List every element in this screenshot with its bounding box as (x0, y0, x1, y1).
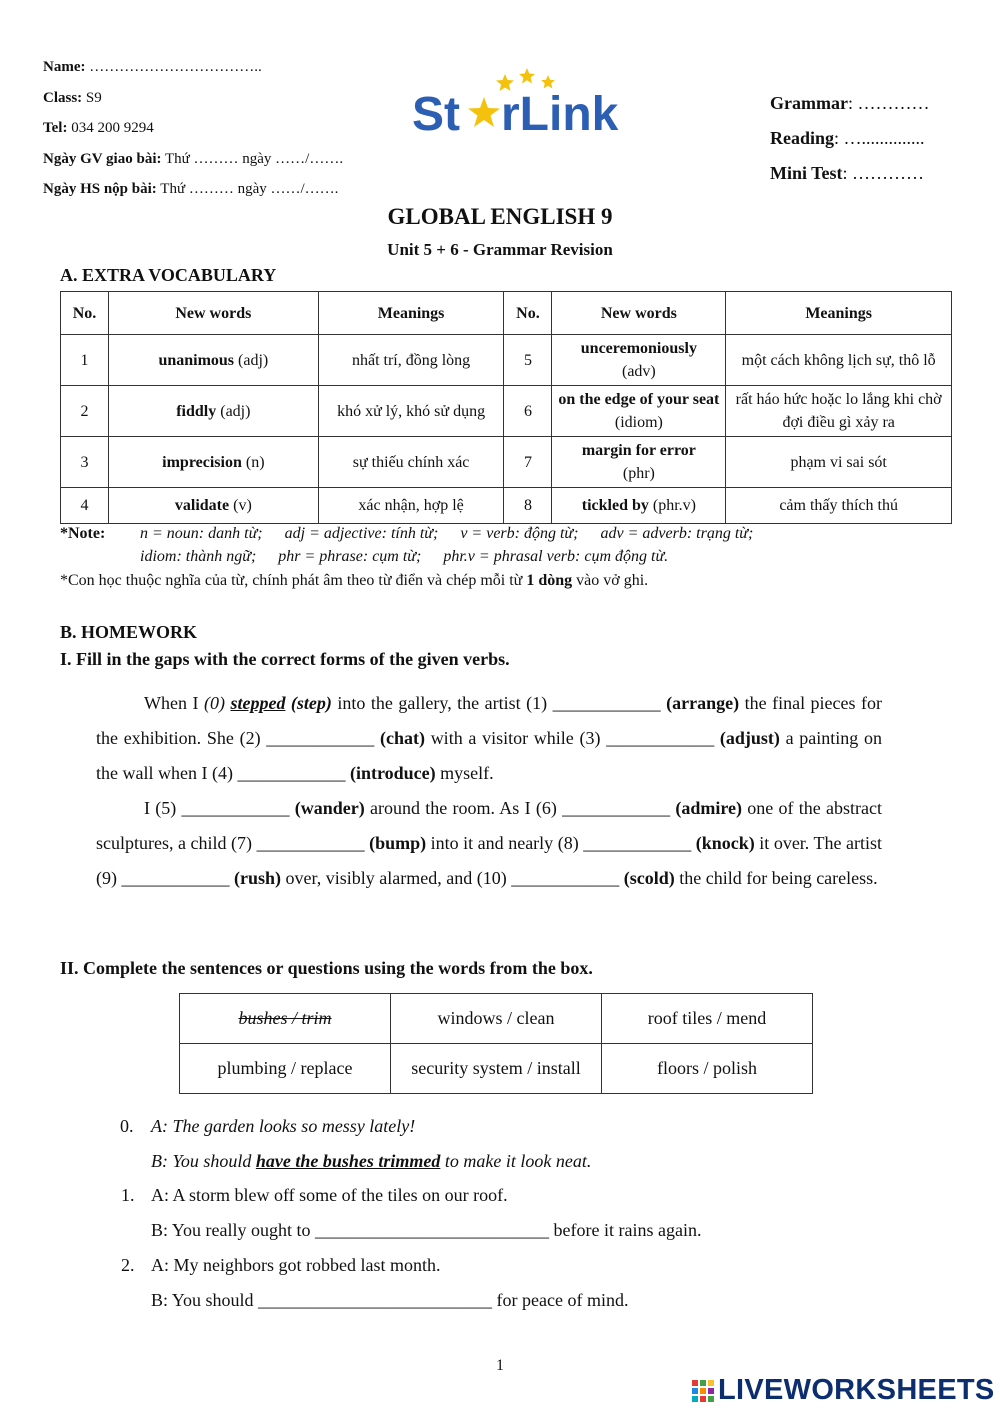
question-0: A: The garden looks so messy lately! B: You should have the bushes trimmed to make it look neat. (151, 1116, 592, 1171)
question-2: A: My neighbors got robbed last month. B: You should __________________________ for peace of mind. (151, 1255, 629, 1310)
exercise-1-title: I. Fill in the gaps with the correct forms of the given verbs. (60, 649, 510, 669)
meaning-cell: cảm thấy thích thú (726, 488, 952, 524)
blank-5[interactable]: ____________ (181, 798, 290, 818)
page-title: GLOBAL ENGLISH 9 (387, 204, 613, 229)
blank-10[interactable]: ____________ (511, 868, 620, 888)
page-subtitle: Unit 5 + 6 - Grammar Revision (387, 240, 613, 259)
blank-7[interactable]: ____________ (256, 833, 365, 853)
word-number: 8 (504, 488, 552, 524)
liveworksheets-watermark: LIVEWORKSHEETS (718, 1374, 995, 1406)
exercise-1-paragraph-2: I (5) ____________ (wander) around the room. As I (6) ____________ (admire) one of the abstract sculptures, a child (7) ____________ (bump) into it and nearly (8) ____________ (knock) it over. The artist (9) ____________ (rush) over, visibly alarmed, and (10) ____________ (scold) the child for being careless. (96, 798, 883, 888)
word-number: 1 (61, 335, 109, 386)
word-cell: fiddly (adj) (108, 386, 318, 437)
word-number: 6 (504, 386, 552, 437)
word-box (179, 993, 813, 1094)
reading-score: Reading: ….............. (770, 128, 925, 148)
blank-8[interactable]: ____________ (583, 833, 692, 853)
exercise-1-paragraph-1: When I (0) stepped (step) into the gallery, the artist (1) ____________ (arrange) the final pieces for the exhibition. She (2) ____________ (chat) with a visitor while (3) ____________ (adjust) a painting on the wall when I (4) ____________ (introduce) myself. (96, 693, 883, 783)
word-number: 4 (61, 488, 109, 524)
blank-1[interactable]: ____________ (552, 693, 661, 713)
question-0-number: 0. (120, 1116, 134, 1136)
word-number: 5 (504, 335, 552, 386)
blank-2[interactable]: ____________ (266, 728, 375, 748)
question-1-number: 1. (121, 1185, 135, 1205)
col-header: New words (552, 292, 726, 335)
word-cell: unanimous (adj) (108, 335, 318, 386)
page-number: 1 (496, 1357, 504, 1374)
word-box-cell: floors / polish (602, 1044, 813, 1094)
question-2-number: 2. (121, 1255, 135, 1275)
word-box-cell: security system / install (391, 1044, 602, 1094)
word-cell: on the edge of your seat (idiom) (552, 386, 726, 437)
col-header: No. (504, 292, 552, 335)
tel-line: Tel: 034 200 9294 (43, 120, 154, 136)
star-icon (468, 97, 500, 127)
word-number: 7 (504, 437, 552, 488)
table-row (180, 994, 813, 1044)
word-box-cell: windows / clean (391, 994, 602, 1044)
answer-blank-1[interactable]: __________________________ (315, 1220, 550, 1240)
svg-text:rLink: rLink (501, 88, 619, 141)
meaning-cell: nhất trí, đồng lòng (318, 335, 504, 386)
table-header-row (61, 292, 952, 335)
table-row (61, 437, 952, 488)
minitest-score: Mini Test: ………… (770, 163, 925, 183)
star-icon (541, 75, 555, 89)
table-row (61, 488, 952, 524)
col-header: Meanings (726, 292, 952, 335)
table-row (180, 1044, 813, 1094)
starlink-logo (410, 64, 640, 144)
answer-blank-2[interactable]: __________________________ (258, 1290, 493, 1310)
col-header: New words (108, 292, 318, 335)
submit-date-line: Ngày HS nộp bài: Thứ ……… ngày ……/……. (43, 181, 339, 197)
grammar-score: Grammar: ………… (770, 93, 930, 113)
example-answer: have the bushes trimmed (255, 1151, 441, 1171)
word-cell: margin for error (phr) (552, 437, 726, 488)
meaning-cell: một cách không lịch sự, thô lỗ (726, 335, 952, 386)
blank-6[interactable]: ____________ (562, 798, 671, 818)
word-cell: tickled by (phr.v) (552, 488, 726, 524)
word-cell: unceremoniously (adv) (552, 335, 726, 386)
table-row (61, 335, 952, 386)
word-box-cell: roof tiles / mend (602, 994, 813, 1044)
word-number: 3 (61, 437, 109, 488)
table-row (61, 386, 952, 437)
word-box-cell: bushes / trim (180, 994, 391, 1044)
meaning-cell: rất háo hức hoặc lo lắng khi chờ đợi điều gì xảy ra (726, 386, 952, 437)
svg-text:St: St (412, 88, 460, 141)
name-line: Name: …………………………….. (43, 59, 262, 75)
section-b-heading: B. HOMEWORK (60, 622, 198, 642)
question-1: A: A storm blew off some of the tiles on our roof. B: You really ought to __________________________ before it rains again. (151, 1185, 702, 1240)
word-box-cell: plumbing / replace (180, 1044, 391, 1094)
study-instruction: *Con học thuộc nghĩa của từ, chính phát âm theo từ điển và chép mỗi từ 1 dòng vào vở ghi. (60, 572, 649, 589)
col-header: Meanings (318, 292, 504, 335)
liveworksheets-logo-icon (692, 1380, 714, 1402)
exercise-2-title: II. Complete the sentences or questions using the words from the box. (60, 958, 593, 978)
word-cell: imprecision (n) (108, 437, 318, 488)
example-answer: stepped (230, 693, 286, 713)
score-box (770, 86, 929, 191)
blank-4[interactable]: ____________ (237, 763, 346, 783)
word-cell: validate (v) (108, 488, 318, 524)
section-a-heading: A. EXTRA VOCABULARY (60, 265, 277, 285)
meaning-cell: xác nhận, hợp lệ (318, 488, 504, 524)
meaning-cell: phạm vi sai sót (726, 437, 952, 488)
meaning-cell: sự thiếu chính xác (318, 437, 504, 488)
vocabulary-table (60, 291, 952, 524)
blank-3[interactable]: ____________ (606, 728, 715, 748)
blank-9[interactable]: ____________ (121, 868, 230, 888)
assign-date-line: Ngày GV giao bài: Thứ ……… ngày ……/……. (43, 150, 344, 167)
abbreviation-note: *Note: n = noun: danh từ; adj = adjective: tính từ; v = verb: động từ; adv = adverb: trạng từ; idiom: thành ngữ; phr = phrase: cụm từ; phr.v = phrasal verb: cụm động từ. (60, 525, 754, 565)
student-info (43, 52, 343, 205)
word-number: 2 (61, 386, 109, 437)
meaning-cell: khó xử lý, khó sử dụng (318, 386, 504, 437)
star-icon (519, 68, 535, 84)
col-header: No. (61, 292, 109, 335)
class-line: Class: S9 (43, 89, 102, 106)
